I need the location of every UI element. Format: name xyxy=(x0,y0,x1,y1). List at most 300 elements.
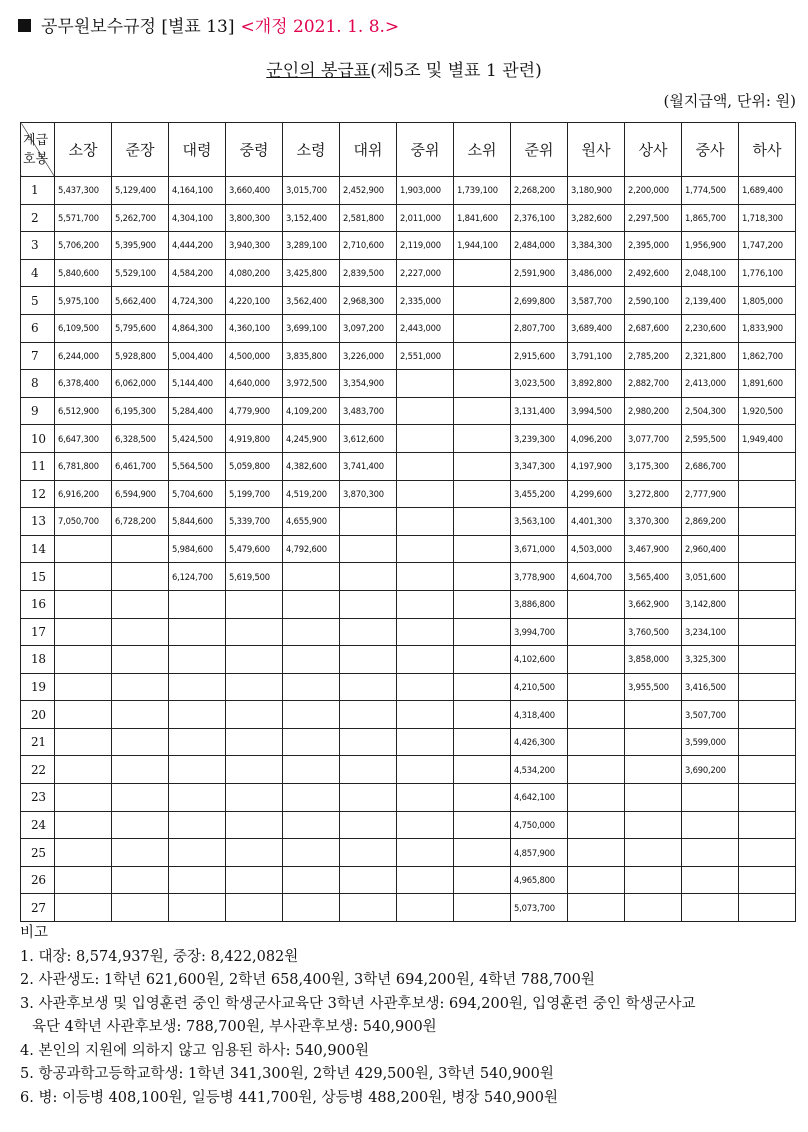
table-row xyxy=(21,646,796,674)
pay-cell: 2,686,700 xyxy=(682,452,739,480)
table-row xyxy=(21,425,796,453)
pay-cell: 3,660,400 xyxy=(226,177,283,205)
pay-cell xyxy=(340,784,397,812)
unit-label: (월지급액, 단위: 원) xyxy=(663,92,796,110)
pay-cell xyxy=(454,314,511,342)
pay-cell: 6,594,900 xyxy=(112,480,169,508)
pay-cell: 2,590,100 xyxy=(625,287,682,315)
step-cell: 26 xyxy=(21,866,55,894)
pay-cell: 3,870,300 xyxy=(340,480,397,508)
pay-cell xyxy=(340,894,397,922)
pay-cell: 3,097,200 xyxy=(340,314,397,342)
pay-cell xyxy=(739,535,796,563)
pay-cell xyxy=(454,839,511,867)
step-cell: 10 xyxy=(21,425,55,453)
pay-cell xyxy=(454,618,511,646)
pay-cell: 3,023,500 xyxy=(511,370,568,398)
pay-cell: 4,534,200 xyxy=(511,756,568,784)
pay-cell xyxy=(625,811,682,839)
note-item-continuation: 육단 4학년 사관후보생: 788,700원, 부사관후보생: 540,900원 xyxy=(32,1019,437,1035)
pay-cell xyxy=(397,370,454,398)
pay-cell: 2,413,000 xyxy=(682,370,739,398)
pay-cell: 3,690,200 xyxy=(682,756,739,784)
pay-cell xyxy=(397,397,454,425)
pay-cell: 5,262,700 xyxy=(112,204,169,232)
pay-cell xyxy=(397,839,454,867)
pay-cell: 1,689,400 xyxy=(739,177,796,205)
table-row xyxy=(21,673,796,701)
pay-cell xyxy=(625,728,682,756)
pay-cell xyxy=(739,646,796,674)
pay-cell: 3,858,000 xyxy=(625,646,682,674)
pay-cell: 4,109,200 xyxy=(283,397,340,425)
pay-cell: 2,335,000 xyxy=(397,287,454,315)
pay-cell: 2,200,000 xyxy=(625,177,682,205)
note-item: 3. 사관후보생 및 입영훈련 중인 학생군사교육단 3학년 사관후보생: 694,200원, 입영훈련 중인 학생군사교 xyxy=(20,995,696,1012)
pay-cell xyxy=(226,590,283,618)
pay-cell: 1,739,100 xyxy=(454,177,511,205)
pay-cell: 4,096,200 xyxy=(568,425,625,453)
pay-cell: 5,984,600 xyxy=(169,535,226,563)
rank-header: 중사 xyxy=(682,123,739,177)
note-item: 1. 대장: 8,574,937원, 중장: 8,422,082원 xyxy=(20,948,299,965)
pay-cell: 3,325,300 xyxy=(682,646,739,674)
pay-cell xyxy=(340,728,397,756)
step-cell: 8 xyxy=(21,370,55,398)
pay-cell xyxy=(226,784,283,812)
table-row xyxy=(21,452,796,480)
pay-cell: 3,699,100 xyxy=(283,314,340,342)
pay-cell xyxy=(169,646,226,674)
pay-cell: 2,227,000 xyxy=(397,259,454,287)
pay-cell: 5,424,500 xyxy=(169,425,226,453)
pay-cell: 4,604,700 xyxy=(568,563,625,591)
pay-cell xyxy=(454,370,511,398)
pay-cell xyxy=(568,701,625,729)
pay-cell xyxy=(397,811,454,839)
step-cell: 11 xyxy=(21,452,55,480)
pay-cell: 3,940,300 xyxy=(226,232,283,260)
pay-cell xyxy=(112,701,169,729)
pay-cell xyxy=(55,756,112,784)
step-cell: 23 xyxy=(21,784,55,812)
pay-cell xyxy=(283,563,340,591)
pay-cell xyxy=(169,728,226,756)
corner-rank-label: 계급 xyxy=(23,132,49,148)
pay-cell xyxy=(340,563,397,591)
pay-cell: 3,272,800 xyxy=(625,480,682,508)
pay-cell xyxy=(226,894,283,922)
note-item: 6. 병: 이등병 408,100원, 일등병 441,700원, 상등병 488,200원, 병장 540,900원 xyxy=(20,1089,558,1106)
pay-cell xyxy=(112,811,169,839)
pay-cell xyxy=(568,646,625,674)
pay-cell: 1,776,100 xyxy=(739,259,796,287)
pay-cell: 3,689,400 xyxy=(568,314,625,342)
rank-header: 상사 xyxy=(625,123,682,177)
pay-cell: 6,378,400 xyxy=(55,370,112,398)
pay-cell: 5,073,700 xyxy=(511,894,568,922)
pay-cell: 2,960,400 xyxy=(682,535,739,563)
pay-cell xyxy=(112,646,169,674)
pay-cell xyxy=(397,646,454,674)
pay-cell xyxy=(283,894,340,922)
step-cell: 22 xyxy=(21,756,55,784)
pay-cell: 2,119,000 xyxy=(397,232,454,260)
pay-cell: 3,416,500 xyxy=(682,673,739,701)
pay-cell: 3,791,100 xyxy=(568,342,625,370)
step-cell: 15 xyxy=(21,563,55,591)
pay-cell xyxy=(568,756,625,784)
pay-cell: 3,741,400 xyxy=(340,452,397,480)
table-row xyxy=(21,894,796,922)
rank-header: 중위 xyxy=(397,123,454,177)
pay-cell: 1,805,000 xyxy=(739,287,796,315)
pay-cell: 2,869,200 xyxy=(682,508,739,536)
pay-cell xyxy=(55,646,112,674)
step-cell: 1 xyxy=(21,177,55,205)
pay-cell: 5,564,500 xyxy=(169,452,226,480)
pay-cell: 2,268,200 xyxy=(511,177,568,205)
pay-cell: 6,328,500 xyxy=(112,425,169,453)
notes-section xyxy=(20,922,800,1110)
pay-cell xyxy=(169,811,226,839)
pay-cell xyxy=(739,866,796,894)
pay-cell xyxy=(682,784,739,812)
pay-cell: 6,916,200 xyxy=(55,480,112,508)
step-cell: 20 xyxy=(21,701,55,729)
pay-cell xyxy=(682,839,739,867)
pay-cell: 3,599,000 xyxy=(682,728,739,756)
pay-cell xyxy=(340,756,397,784)
step-cell: 6 xyxy=(21,314,55,342)
pay-cell: 2,139,400 xyxy=(682,287,739,315)
step-cell: 25 xyxy=(21,839,55,867)
pay-cell: 4,210,500 xyxy=(511,673,568,701)
pay-cell xyxy=(112,535,169,563)
pay-cell xyxy=(739,590,796,618)
pay-cell xyxy=(55,728,112,756)
pay-cell: 2,551,000 xyxy=(397,342,454,370)
pay-cell xyxy=(112,563,169,591)
pay-cell xyxy=(568,618,625,646)
pay-cell: 5,840,600 xyxy=(55,259,112,287)
table-row xyxy=(21,811,796,839)
pay-cell: 2,395,000 xyxy=(625,232,682,260)
pay-cell xyxy=(568,590,625,618)
pay-cell: 6,244,000 xyxy=(55,342,112,370)
pay-cell xyxy=(454,728,511,756)
corner-cell xyxy=(21,123,55,177)
pay-cell: 7,050,700 xyxy=(55,508,112,536)
pay-cell xyxy=(682,811,739,839)
pay-cell xyxy=(397,673,454,701)
pay-cell: 4,864,300 xyxy=(169,314,226,342)
pay-cell xyxy=(397,784,454,812)
military-pay-table xyxy=(20,122,796,922)
pay-cell xyxy=(283,728,340,756)
pay-cell xyxy=(397,728,454,756)
pay-cell xyxy=(283,701,340,729)
pay-cell xyxy=(283,839,340,867)
pay-table-body xyxy=(21,177,796,922)
pay-cell: 2,452,900 xyxy=(340,177,397,205)
pay-cell: 5,529,100 xyxy=(112,259,169,287)
pay-cell: 2,443,000 xyxy=(397,314,454,342)
pay-cell xyxy=(226,618,283,646)
pay-cell xyxy=(55,590,112,618)
pay-cell: 1,944,100 xyxy=(454,232,511,260)
step-cell: 9 xyxy=(21,397,55,425)
pay-cell: 3,507,700 xyxy=(682,701,739,729)
pay-cell: 6,124,700 xyxy=(169,563,226,591)
table-row xyxy=(21,784,796,812)
step-cell: 19 xyxy=(21,673,55,701)
pay-cell xyxy=(454,673,511,701)
table-title-main: 군인의 봉급표 xyxy=(266,61,371,81)
pay-cell xyxy=(568,839,625,867)
pay-cell: 3,671,000 xyxy=(511,535,568,563)
table-row xyxy=(21,177,796,205)
pay-cell xyxy=(397,535,454,563)
pay-cell: 5,619,500 xyxy=(226,563,283,591)
pay-cell: 3,226,000 xyxy=(340,342,397,370)
pay-cell: 6,781,800 xyxy=(55,452,112,480)
table-row xyxy=(21,342,796,370)
pay-cell xyxy=(739,728,796,756)
rank-header: 대위 xyxy=(340,123,397,177)
pay-cell: 3,077,700 xyxy=(625,425,682,453)
pay-cell xyxy=(454,425,511,453)
pay-cell xyxy=(739,811,796,839)
pay-cell: 1,841,600 xyxy=(454,204,511,232)
pay-cell xyxy=(169,590,226,618)
pay-cell xyxy=(397,480,454,508)
pay-cell xyxy=(739,452,796,480)
pay-cell: 5,059,800 xyxy=(226,452,283,480)
pay-cell xyxy=(397,618,454,646)
table-row xyxy=(21,866,796,894)
pay-cell xyxy=(454,508,511,536)
pay-cell: 4,197,900 xyxy=(568,452,625,480)
pay-cell: 5,975,100 xyxy=(55,287,112,315)
pay-cell: 3,354,900 xyxy=(340,370,397,398)
pay-cell xyxy=(55,673,112,701)
pay-cell xyxy=(454,590,511,618)
pay-cell xyxy=(169,618,226,646)
step-cell: 16 xyxy=(21,590,55,618)
pay-cell xyxy=(397,894,454,922)
pay-cell xyxy=(454,811,511,839)
header-row xyxy=(21,123,796,177)
pay-cell: 4,857,900 xyxy=(511,839,568,867)
pay-cell xyxy=(568,866,625,894)
pay-cell xyxy=(226,839,283,867)
rank-header: 원사 xyxy=(568,123,625,177)
pay-cell: 4,750,000 xyxy=(511,811,568,839)
pay-cell: 2,785,200 xyxy=(625,342,682,370)
pay-cell xyxy=(739,563,796,591)
pay-cell xyxy=(397,452,454,480)
pay-cell xyxy=(739,618,796,646)
rank-header: 준위 xyxy=(511,123,568,177)
pay-cell xyxy=(169,673,226,701)
pay-cell: 1,949,400 xyxy=(739,425,796,453)
table-row xyxy=(21,287,796,315)
pay-cell xyxy=(55,563,112,591)
step-cell: 12 xyxy=(21,480,55,508)
pay-cell xyxy=(226,646,283,674)
pay-cell: 3,425,800 xyxy=(283,259,340,287)
pay-cell: 6,109,500 xyxy=(55,314,112,342)
pay-cell: 3,760,500 xyxy=(625,618,682,646)
pay-cell: 2,710,600 xyxy=(340,232,397,260)
pay-cell xyxy=(340,646,397,674)
table-row xyxy=(21,232,796,260)
note-item: 2. 사관생도: 1학년 621,600원, 2학년 658,400원, 3학년 694,200원, 4학년 788,700원 xyxy=(20,972,595,988)
pay-cell xyxy=(454,259,511,287)
pay-cell: 3,467,900 xyxy=(625,535,682,563)
pay-cell xyxy=(283,811,340,839)
pay-cell: 3,778,900 xyxy=(511,563,568,591)
step-cell: 27 xyxy=(21,894,55,922)
pay-cell xyxy=(739,839,796,867)
pay-cell xyxy=(55,839,112,867)
pay-cell xyxy=(568,728,625,756)
pay-cell xyxy=(112,756,169,784)
table-row xyxy=(21,590,796,618)
pay-cell: 5,129,400 xyxy=(112,177,169,205)
pay-cell: 6,647,300 xyxy=(55,425,112,453)
pay-cell xyxy=(112,590,169,618)
pay-cell xyxy=(283,646,340,674)
pay-cell: 1,903,000 xyxy=(397,177,454,205)
pay-cell: 3,289,100 xyxy=(283,232,340,260)
rank-header: 소장 xyxy=(55,123,112,177)
table-row xyxy=(21,839,796,867)
pay-cell xyxy=(568,811,625,839)
table-row xyxy=(21,370,796,398)
step-cell: 21 xyxy=(21,728,55,756)
pay-cell xyxy=(340,866,397,894)
pay-cell: 4,401,300 xyxy=(568,508,625,536)
pay-cell: 5,844,600 xyxy=(169,508,226,536)
pay-cell xyxy=(625,784,682,812)
pay-cell: 2,492,600 xyxy=(625,259,682,287)
pay-cell: 4,102,600 xyxy=(511,646,568,674)
pay-cell: 3,282,600 xyxy=(568,204,625,232)
pay-cell xyxy=(340,618,397,646)
pay-cell: 3,612,600 xyxy=(340,425,397,453)
table-row xyxy=(21,397,796,425)
pay-cell xyxy=(169,894,226,922)
pay-cell xyxy=(739,508,796,536)
pay-cell xyxy=(454,563,511,591)
pay-cell: 4,318,400 xyxy=(511,701,568,729)
pay-cell: 2,484,000 xyxy=(511,232,568,260)
pay-cell: 1,920,500 xyxy=(739,397,796,425)
pay-cell xyxy=(454,701,511,729)
pay-cell: 5,928,800 xyxy=(112,342,169,370)
pay-cell xyxy=(397,756,454,784)
pay-cell xyxy=(625,894,682,922)
pay-cell: 4,444,200 xyxy=(169,232,226,260)
pay-cell xyxy=(454,756,511,784)
pay-cell xyxy=(283,784,340,812)
pay-cell: 2,376,100 xyxy=(511,204,568,232)
table-row xyxy=(21,204,796,232)
pay-cell xyxy=(739,784,796,812)
pay-cell xyxy=(454,287,511,315)
pay-cell: 6,062,000 xyxy=(112,370,169,398)
pay-cell xyxy=(739,756,796,784)
black-square-icon xyxy=(18,19,31,32)
pay-cell: 4,965,800 xyxy=(511,866,568,894)
pay-cell: 2,321,800 xyxy=(682,342,739,370)
step-cell: 5 xyxy=(21,287,55,315)
pay-cell: 2,807,700 xyxy=(511,314,568,342)
pay-cell xyxy=(340,811,397,839)
pay-cell: 5,339,700 xyxy=(226,508,283,536)
pay-cell: 5,571,700 xyxy=(55,204,112,232)
table-title xyxy=(0,56,808,81)
pay-cell xyxy=(454,866,511,894)
pay-cell xyxy=(454,894,511,922)
pay-cell: 3,994,500 xyxy=(568,397,625,425)
pay-cell: 5,144,400 xyxy=(169,370,226,398)
pay-cell xyxy=(454,397,511,425)
pay-cell: 6,728,200 xyxy=(112,508,169,536)
pay-cell: 2,581,800 xyxy=(340,204,397,232)
pay-cell: 3,051,600 xyxy=(682,563,739,591)
pay-cell: 3,384,300 xyxy=(568,232,625,260)
pay-cell xyxy=(226,756,283,784)
note-item: 4. 본인의 지원에 의하지 않고 임용된 하사: 540,900원 xyxy=(20,1042,370,1059)
pay-cell: 4,642,100 xyxy=(511,784,568,812)
pay-cell xyxy=(397,866,454,894)
step-cell: 18 xyxy=(21,646,55,674)
pay-cell: 1,833,900 xyxy=(739,314,796,342)
notes-heading: 비고 xyxy=(20,925,49,941)
pay-cell: 1,862,700 xyxy=(739,342,796,370)
note-item: 5. 항공과학고등학교학생: 1학년 341,300원, 2학년 429,500원, 3학년 540,900원 xyxy=(20,1066,554,1082)
pay-cell: 5,704,600 xyxy=(169,480,226,508)
pay-cell: 2,980,200 xyxy=(625,397,682,425)
table-row xyxy=(21,535,796,563)
pay-cell xyxy=(169,701,226,729)
pay-cell xyxy=(112,673,169,701)
pay-cell: 2,882,700 xyxy=(625,370,682,398)
pay-cell xyxy=(454,646,511,674)
document-header xyxy=(18,12,399,37)
step-cell: 2 xyxy=(21,204,55,232)
pay-cell xyxy=(568,894,625,922)
pay-cell: 5,437,300 xyxy=(55,177,112,205)
pay-cell xyxy=(112,894,169,922)
pay-cell: 4,500,000 xyxy=(226,342,283,370)
pay-cell: 3,486,000 xyxy=(568,259,625,287)
pay-cell xyxy=(739,480,796,508)
pay-cell: 1,956,900 xyxy=(682,232,739,260)
pay-cell: 4,919,800 xyxy=(226,425,283,453)
pay-cell: 4,584,200 xyxy=(169,259,226,287)
pay-cell xyxy=(340,673,397,701)
pay-cell: 3,994,700 xyxy=(511,618,568,646)
pay-cell: 4,779,900 xyxy=(226,397,283,425)
pay-cell: 6,512,900 xyxy=(55,397,112,425)
pay-cell: 3,370,300 xyxy=(625,508,682,536)
pay-cell xyxy=(283,618,340,646)
pay-cell xyxy=(55,618,112,646)
